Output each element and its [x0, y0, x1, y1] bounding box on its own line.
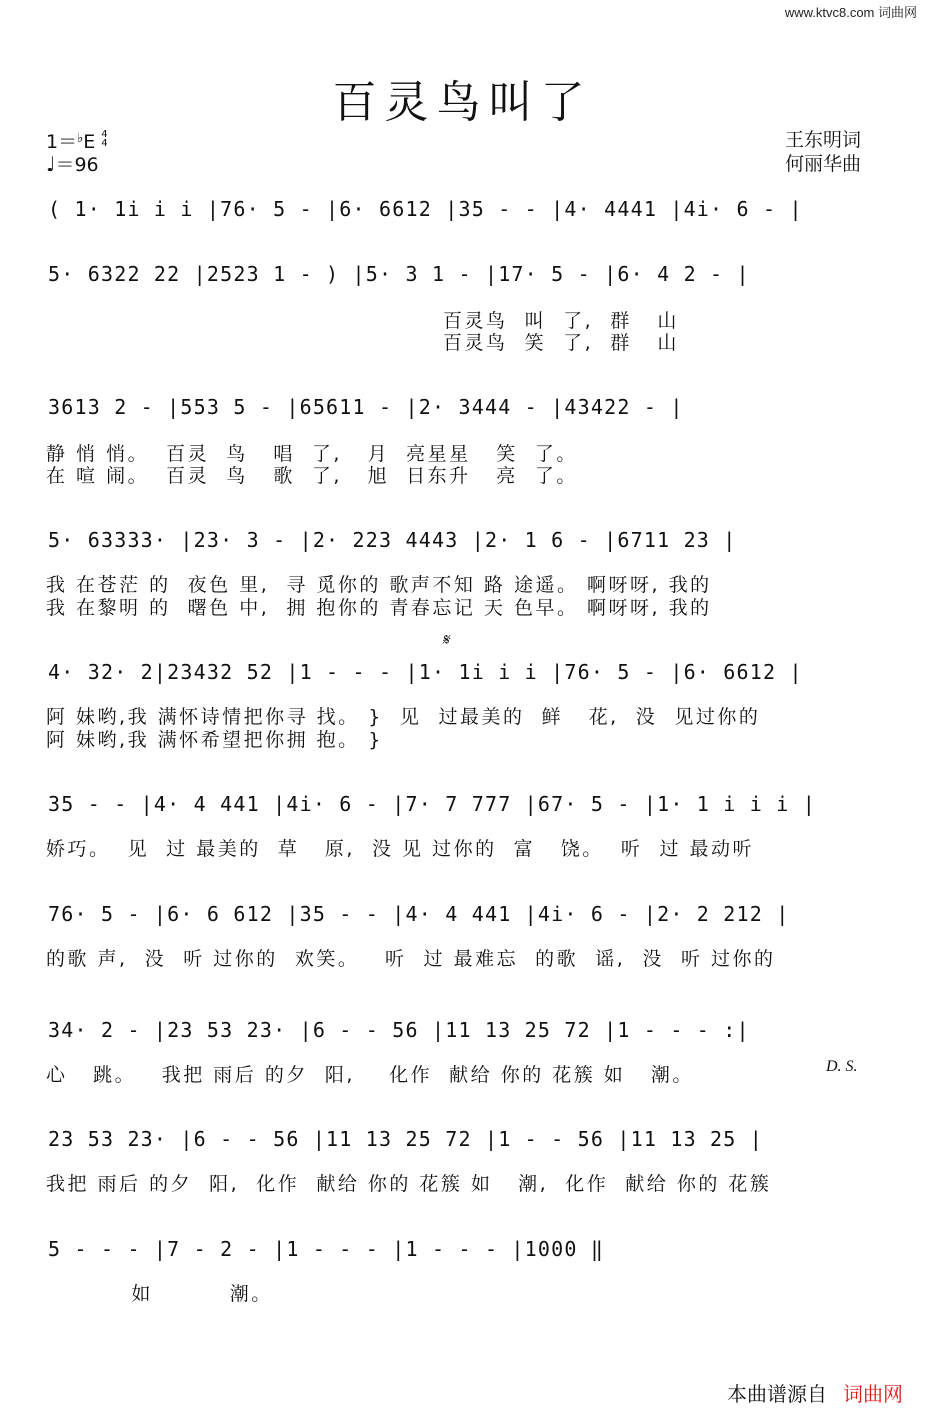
lyric-row-7: 的歌 声, 没 听 过你的 欢笑。 听 过 最难忘 的歌 谣, 没 听 过你的 — [46, 948, 776, 970]
lyric-row-5-verse-2: 阿 妹哟,我 满怀希望把你拥 抱。 } — [46, 729, 383, 751]
footer-brand-link[interactable]: 词曲网 — [843, 1382, 903, 1406]
dal-segno-marking: D. S. — [826, 1058, 858, 1075]
page-title: 百灵鸟叫了 — [332, 77, 593, 128]
lyric-row-6: 娇巧。 见 过 最美的 草 原, 没 见 过你的 富 饶。 听 过 最动听 — [46, 838, 754, 860]
composer: 何丽华曲 — [784, 153, 861, 175]
time-bottom: 4 — [101, 138, 108, 149]
segno-sign-icon: 𝄋 — [442, 632, 449, 649]
lyric-row-5-verse-1: 阿 妹哟,我 满怀诗情把你寻 找。 } 见 过最美的 鲜 花, 没 见过你的 — [46, 706, 761, 728]
notation-row-9: 23 53 23· |6 - - 56 |11 13 25 72 |1 - - 56 |11 13 25 | — [48, 1127, 764, 1151]
lyric-row-3-verse-2: 在 喧 闹。 百灵 鸟 歌 了, 旭 日东升 亮 了。 — [46, 465, 578, 487]
lyricist: 王东明词 — [784, 129, 861, 151]
key-signature — [46, 128, 108, 153]
site-url[interactable]: www.ktvc8.com 词曲网 — [784, 5, 917, 20]
time-signature — [101, 130, 107, 148]
notation-row-8: 34· 2 - |23 53 23· |6 - - 56 |11 13 25 72 |1 - - - :| — [48, 1018, 750, 1042]
lyric-row-2-verse-1: 百灵鸟 叫 了, 群 山 — [443, 310, 679, 332]
notation-row-2: 5· 6322 22 |2523 1 - ) |5· 3 1 - |17· 5 - |6· 4 2 - | — [48, 262, 750, 286]
notation-row-3: 3613 2 - |553 5 - |65611 - |2· 3444 - |43422 - | — [48, 395, 684, 419]
footer-source-text: 本曲谱源自 — [727, 1382, 827, 1406]
tempo-value: ＝96 — [55, 154, 99, 176]
footer-credit — [727, 1378, 903, 1407]
notation-row-4: 5· 63333· |23· 3 - |2· 223 4443 |2· 1 6 - |6711 23 | — [48, 528, 737, 552]
lyric-row-4-verse-2: 我 在黎明 的 曙色 中, 拥 抱你的 青春忘记 天 色早。 啊呀呀, 我的 — [46, 597, 712, 619]
key-tempo-info — [46, 128, 108, 176]
lyric-row-2-verse-2: 百灵鸟 笑 了, 群 山 — [443, 332, 679, 354]
notation-row-7: 76· 5 - |6· 6 612 |35 - - |4· 4 441 |4i· 6 - |2· 2 212 | — [48, 902, 790, 926]
flat-sign-icon: ♭ — [77, 131, 84, 146]
credits — [785, 128, 861, 176]
quarter-note-icon: ♩ — [46, 152, 56, 176]
lyric-row-9: 我把 雨后 的夕 阳, 化作 献给 你的 花簇 如 潮, 化作 献给 你的 花簇 — [46, 1173, 772, 1195]
key-prefix: 1＝ — [46, 131, 78, 153]
notation-row-6: 35 - - |4· 4 441 |4i· 6 - |7· 7 777 |67· 5 - |1· 1 i i i | — [48, 792, 816, 816]
notation-row-1: ( 1· 1i i i |76· 5 - |6· 6612 |35 - - |4· 4441 |4i· 6 - | — [48, 197, 803, 221]
notation-row-5: 4· 32· 2|23432 52 |1 - - - |1· 1i i i |76· 5 - |6· 6612 | — [48, 660, 803, 684]
lyric-row-3-verse-1: 静 悄 悄。 百灵 鸟 唱 了, 月 亮星星 笑 了。 — [46, 443, 578, 465]
notation-row-10: 5 - - - |7 - 2 - |1 - - - |1 - - - |1000 ‖ — [48, 1237, 605, 1261]
key-note: E — [83, 131, 96, 153]
lyric-row-4-verse-1: 我 在苍茫 的 夜色 里, 寻 觅你的 歌声不知 路 途遥。 啊呀呀, 我的 — [46, 574, 712, 596]
time-top: 4 — [101, 129, 108, 140]
lyric-row-8: 心 跳。 我把 雨后 的夕 阳, 化作 献给 你的 花簇 如 潮。 — [46, 1064, 694, 1086]
tempo — [46, 153, 108, 176]
lyric-row-10: 如 潮。 — [46, 1283, 273, 1305]
